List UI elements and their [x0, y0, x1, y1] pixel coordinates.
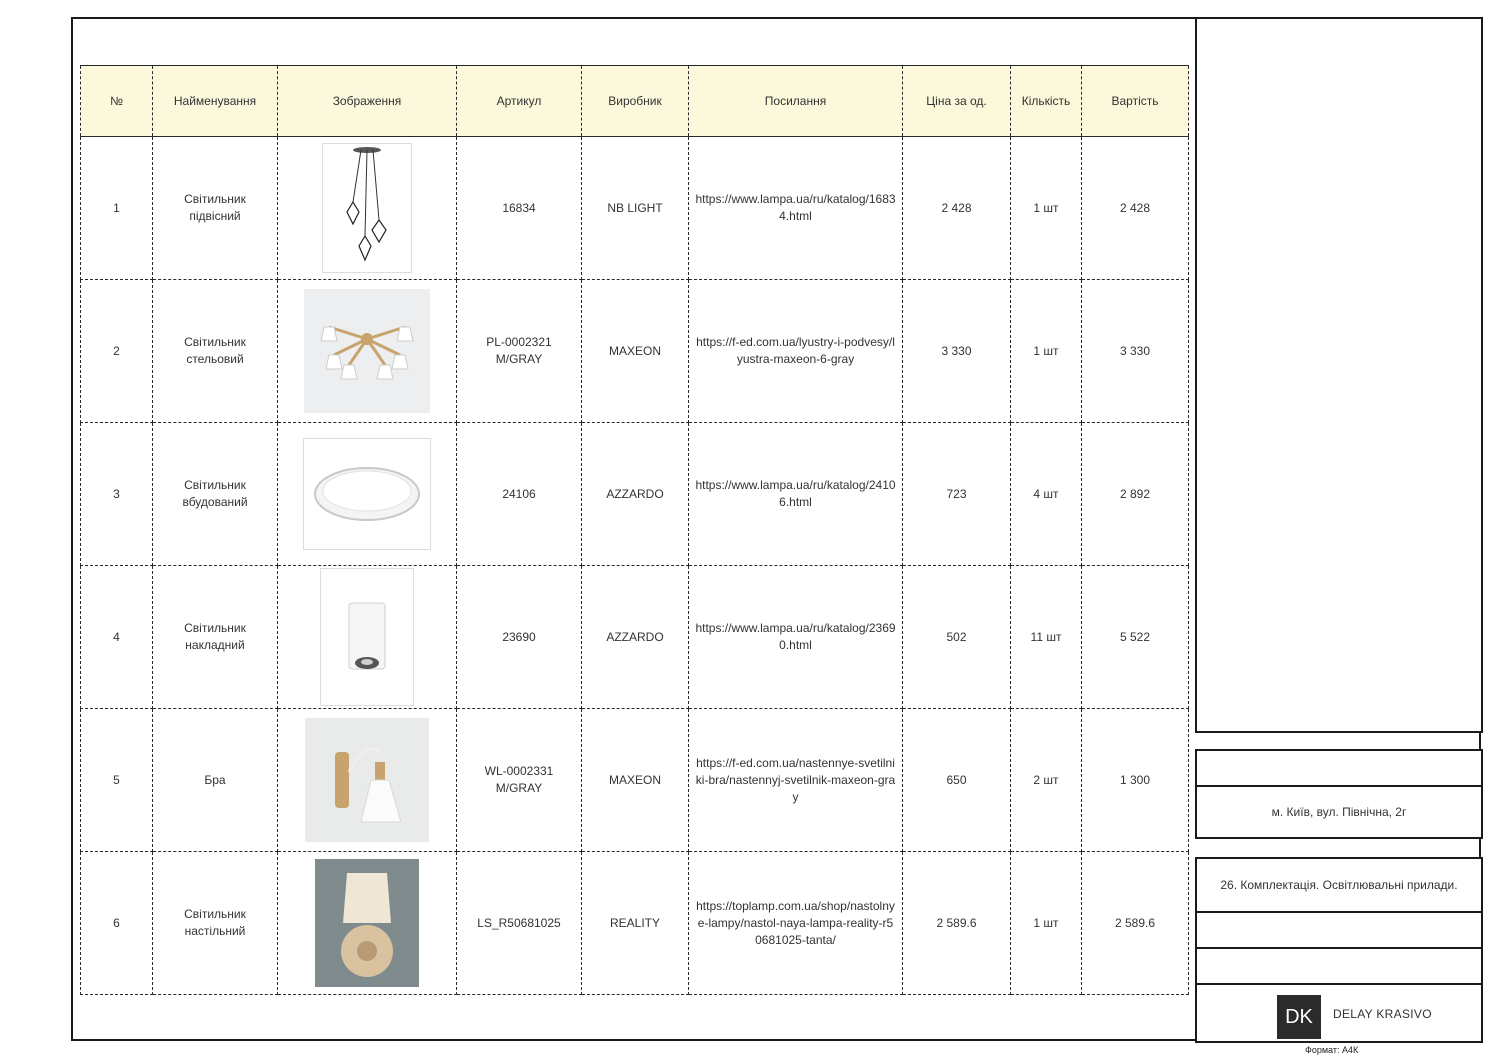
cell-image — [278, 423, 457, 566]
cell-number: 4 — [81, 566, 153, 709]
cell-price: 3 330 — [903, 280, 1011, 423]
table-row — [81, 566, 1189, 709]
cell-maker: MAXEON — [582, 280, 689, 423]
cell-number: 1 — [81, 137, 153, 280]
cell-number: 5 — [81, 709, 153, 852]
table-row — [81, 423, 1189, 566]
title-block-empty-row — [1195, 749, 1483, 787]
cell-link[interactable]: https://www.lampa.ua/ru/katalog/23690.html — [689, 566, 903, 709]
cell-total: 2 892 — [1082, 423, 1189, 566]
specification-table — [80, 65, 1189, 995]
studio-logo: DK — [1277, 995, 1321, 1039]
cell-image — [278, 280, 457, 423]
table-lamp-icon — [315, 859, 419, 987]
cell-maker: NB LIGHT — [582, 137, 689, 280]
title-block-sheet-title — [1195, 857, 1483, 913]
cell-price: 502 — [903, 566, 1011, 709]
cell-name: Бра — [153, 709, 278, 852]
cell-maker: MAXEON — [582, 709, 689, 852]
cell-name: Світильник стельовий — [153, 280, 278, 423]
title-block-empty-row — [1195, 947, 1483, 985]
cell-image — [278, 137, 457, 280]
table-row — [81, 709, 1189, 852]
header-total: Вартість — [1082, 66, 1189, 137]
cell-total: 1 300 — [1082, 709, 1189, 852]
cell-image — [278, 709, 457, 852]
cell-name: Світильник підвісний — [153, 137, 278, 280]
header-article: Артикул — [457, 66, 582, 137]
format-label: Формат: А4К — [1305, 1045, 1359, 1055]
header-maker: Виробник — [582, 66, 689, 137]
header-number: № — [81, 66, 153, 137]
table-header-row — [81, 66, 1189, 137]
cell-link[interactable]: https://www.lampa.ua/ru/katalog/24106.html — [689, 423, 903, 566]
pendant-lamp-icon — [322, 143, 412, 273]
cell-price: 723 — [903, 423, 1011, 566]
table-row — [81, 137, 1189, 280]
cell-maker: AZZARDO — [582, 566, 689, 709]
surface-spotlight-icon — [320, 568, 414, 706]
cell-image — [278, 852, 457, 995]
cell-link[interactable]: https://f-ed.com.ua/nastennye-svetilniki-bra/nastennyj-svetilnik-maxeon-gray — [689, 709, 903, 852]
cell-maker: AZZARDO — [582, 423, 689, 566]
ceiling-chandelier-icon — [304, 289, 430, 413]
cell-total: 2 589.6 — [1082, 852, 1189, 995]
table-row — [81, 852, 1189, 995]
cell-total: 2 428 — [1082, 137, 1189, 280]
cell-number: 6 — [81, 852, 153, 995]
cell-link[interactable]: https://www.lampa.ua/ru/katalog/16834.html — [689, 137, 903, 280]
cell-total: 5 522 — [1082, 566, 1189, 709]
cell-image — [278, 566, 457, 709]
header-quantity: Кількість — [1011, 66, 1082, 137]
cell-price: 2 589.6 — [903, 852, 1011, 995]
table-row — [81, 280, 1189, 423]
title-block — [1195, 17, 1483, 1043]
cell-article: WL-0002331 M/GRAY — [457, 709, 582, 852]
cell-price: 650 — [903, 709, 1011, 852]
cell-quantity: 4 шт — [1011, 423, 1082, 566]
cell-total: 3 330 — [1082, 280, 1189, 423]
cell-link[interactable]: https://toplamp.com.ua/shop/nastolnye-lampy/nastol-naya-lampa-reality-r50681025-tanta/ — [689, 852, 903, 995]
cell-article: 24106 — [457, 423, 582, 566]
cell-quantity: 1 шт — [1011, 280, 1082, 423]
recessed-panel-icon — [303, 438, 431, 550]
cell-quantity: 1 шт — [1011, 137, 1082, 280]
cell-maker: REALITY — [582, 852, 689, 995]
header-image: Зображення — [278, 66, 457, 137]
header-price: Ціна за од. — [903, 66, 1011, 137]
cell-quantity: 2 шт — [1011, 709, 1082, 852]
cell-article: LS_R50681025 — [457, 852, 582, 995]
cell-article: 23690 — [457, 566, 582, 709]
cell-name: Світильник настільний — [153, 852, 278, 995]
title-block-notes-area — [1195, 17, 1483, 733]
cell-number: 2 — [81, 280, 153, 423]
cell-quantity: 11 шт — [1011, 566, 1082, 709]
address-text: м. Київ, вул. Північна, 2г — [1271, 805, 1407, 819]
cell-article: PL-0002321 M/GRAY — [457, 280, 582, 423]
header-name: Найменування — [153, 66, 278, 137]
studio-name: DELAY KRASIVO — [1333, 1007, 1432, 1021]
header-link: Посилання — [689, 66, 903, 137]
cell-article: 16834 — [457, 137, 582, 280]
cell-number: 3 — [81, 423, 153, 566]
wall-sconce-icon — [305, 718, 429, 842]
cell-name: Світильник накладний — [153, 566, 278, 709]
sheet-title-text: 26. Комплектація. Освітлювальні прилади. — [1220, 878, 1458, 892]
title-block-logo-row — [1195, 983, 1483, 1043]
title-block-address — [1195, 785, 1483, 839]
cell-name: Світильник вбудований — [153, 423, 278, 566]
cell-quantity: 1 шт — [1011, 852, 1082, 995]
cell-price: 2 428 — [903, 137, 1011, 280]
title-block-empty-row — [1195, 911, 1483, 949]
cell-link[interactable]: https://f-ed.com.ua/lyustry-i-podvesy/lyustra-maxeon-6-gray — [689, 280, 903, 423]
